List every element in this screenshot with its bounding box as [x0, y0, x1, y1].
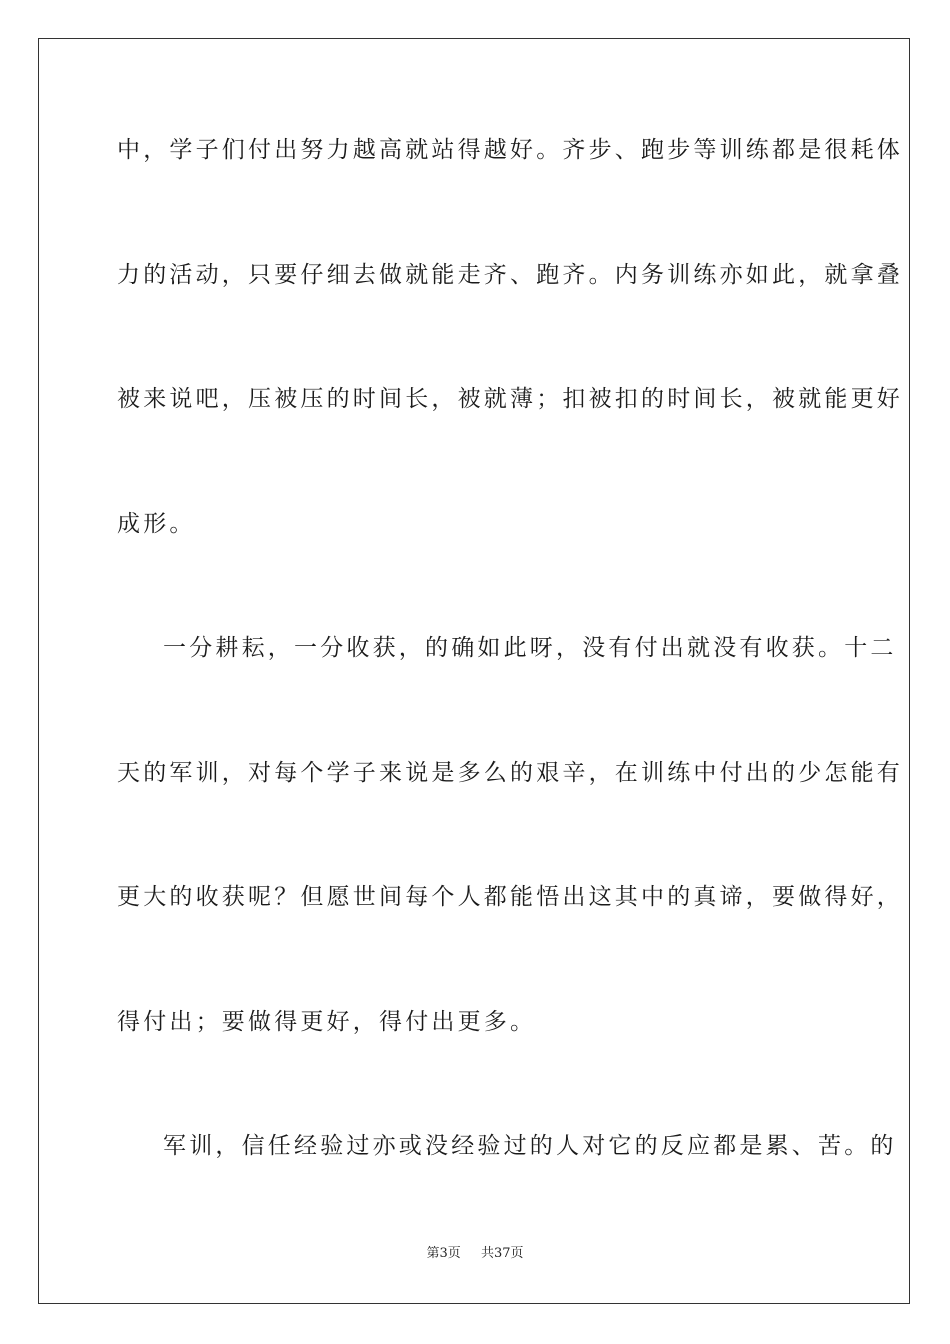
page-footer [0, 1245, 950, 1263]
paragraph-first-line: 军训，信任经验过亦或没经验过的人对它的反应都是累、苦。的 [163, 1133, 897, 1159]
text-line: 得付出；要做得更好，得付出更多。 [117, 1009, 537, 1035]
text-line: 成形。 [117, 511, 196, 537]
text-line: 中，学子们付出努力越高就站得越好。齐步、跑步等训练都是很耗体 [117, 137, 903, 163]
text-line: 力的活动，只要仔细去做就能走齐、跑齐。内务训练亦如此，就拿叠 [117, 262, 903, 288]
text-line: 更大的收获呢？但愿世间每个人都能悟出这其中的真谛，要做得好， [117, 884, 903, 910]
page-number-current: 第3页 [426, 1246, 461, 1261]
page-border [38, 38, 910, 1304]
text-line: 天的军训，对每个学子来说是多么的艰辛，在训练中付出的少怎能有 [117, 760, 903, 786]
page-number-total: 共37页 [480, 1246, 524, 1261]
paragraph-first-line: 一分耕耘，一分收获，的确如此呀，没有付出就没有收获。十二 [163, 635, 897, 661]
text-line: 被来说吧，压被压的时间长，被就薄；扣被扣的时间长，被就能更好 [117, 386, 903, 412]
